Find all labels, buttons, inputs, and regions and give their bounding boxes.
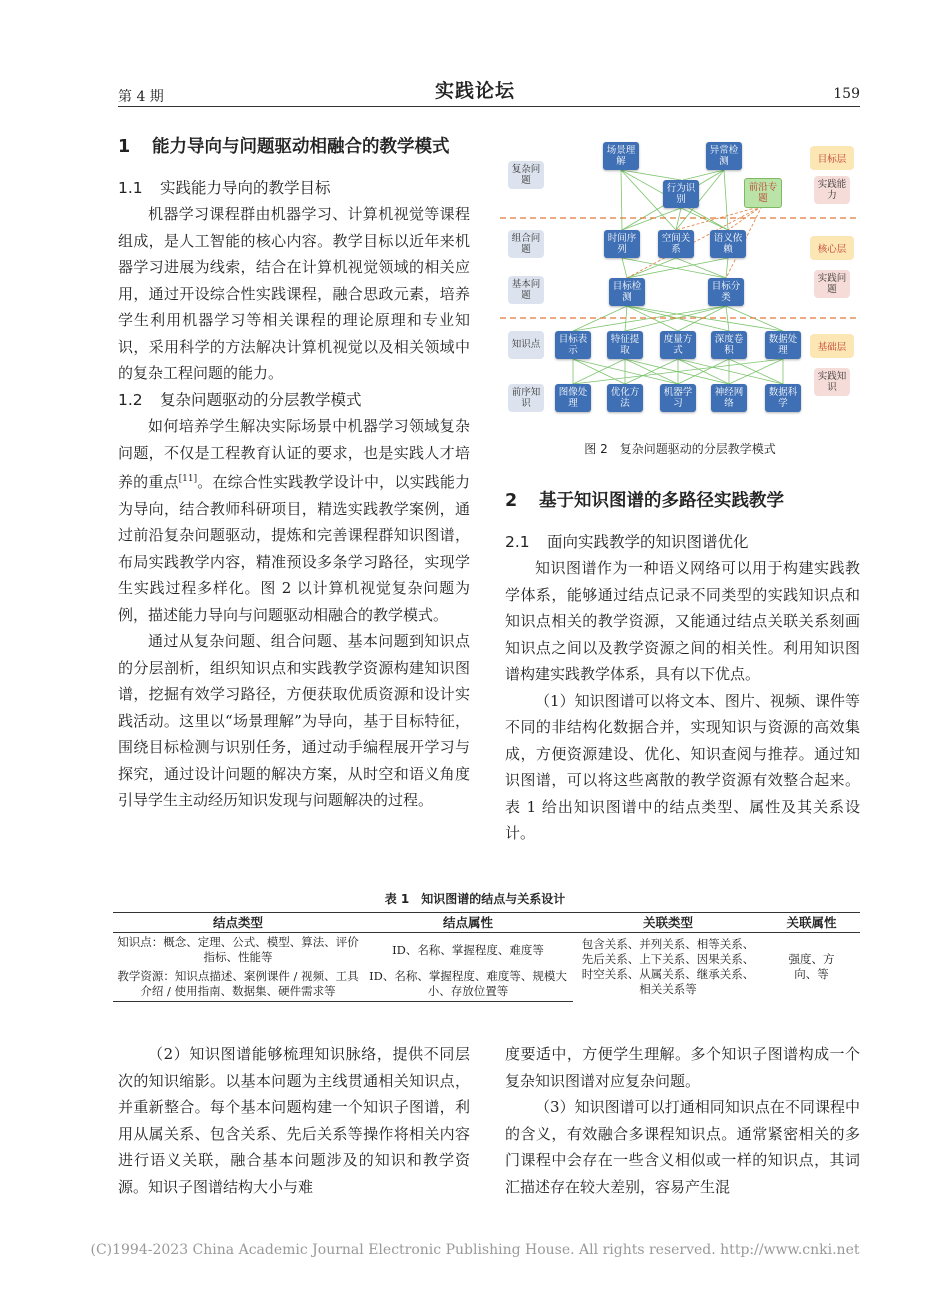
cell-resource-type: 教学资源：知识点描述、案例课件 / 视频、工具介绍 / 使用指南、数据集、硬件需求等 [113, 967, 363, 1002]
paragraph-2-1c-cont: 度要适中，方便学生理解。多个知识子图谱构成一个复杂知识图谱对应复杂问题。 [505, 1045, 860, 1090]
node-feature-extraction: 特征提取 [607, 331, 643, 359]
section-1-2-number: 1.2 [118, 390, 143, 409]
bottom-right-column [505, 1041, 860, 1200]
label-combo-problem: 组合问题 [508, 230, 544, 258]
section-2-title: 基于知识图谱的多路径实践教学 [539, 491, 784, 511]
tier-goal: 目标层 [810, 146, 854, 170]
label-basic-problem: 基本问题 [508, 276, 544, 304]
paragraph-1-2b: 通过从复杂问题、组合问题、基本问题到知识点的分层剖析，组织知识点和实践教学资源构建知识图谱，挖掘有效学习路径，方便获取优质资源和设计实践活动。这里以“场景理解”为导向，基于目标特征，围绕目标检测与识别任务，通过动手编程展开学习与探究，通过设计问题的解决方案，从时空和语义角度引导学生主动经历知识发现与问题解决的过程。 [118, 632, 470, 809]
section-1-1-heading [118, 175, 470, 202]
section-1-1-number: 1.1 [118, 178, 143, 197]
node-anomaly-detection: 异常检测 [706, 142, 742, 170]
paragraph-2-1b: （1）知识图谱可以将文本、图片、视频、课件等不同的非结构化数据合并，实现知识与资源的高效集成，方便资源建设、优化、知识查阅与推荐。通过知识图谱，可以将这些离散的教学资源有效整合起来。表 1 给出知识图谱中的结点类型、属性及其关系设计。 [505, 691, 860, 842]
table-1-title: 表 1 知识图谱的结点与关系设计 [384, 892, 566, 906]
figure-2-caption: 图 2 复杂问题驱动的分层教学模式 [584, 442, 776, 456]
node-image-processing: 图像处理 [555, 384, 591, 412]
right-column [505, 488, 860, 847]
section-1-2-heading [118, 387, 470, 414]
section-2-1-title: 面向实践教学的知识图谱优化 [547, 532, 749, 551]
node-object-detection: 目标检测 [609, 278, 645, 306]
node-object-classification: 目标分类 [708, 278, 744, 306]
figure-2 [500, 128, 860, 428]
th-relation-attr: 关联属性 [763, 913, 860, 933]
node-deep-convolution: 深度卷积 [711, 331, 747, 359]
cell-knowledge-type: 知识点：概念、定理、公式、模型、算法、评价指标、性能等 [117, 935, 359, 964]
section-title: 实践论坛 [434, 80, 515, 102]
label-practice-problem: 实践问题 [814, 270, 850, 298]
cell-resource-attr: ID、名称、掌握程度、难度等、规模大小、存放位置等 [363, 967, 573, 1002]
node-object-representation: 目标表示 [555, 331, 591, 359]
table-row [113, 933, 860, 968]
cell-relation-types: 包含关系、并列关系、相等关系、先后关系、上下关系、因果关系、时空关系、从属关系、继承关系、相关关系等 [581, 937, 755, 997]
section-1-title: 能力导向与问题驱动相融合的教学模式 [152, 137, 450, 157]
paragraph-1-2a-text: 如何培养学生解决实际场景中机器学习领域复杂问题，不仅是工程教育认证的要求，也是实践人才培养的重点 [118, 417, 470, 491]
node-optimization: 优化方法 [607, 384, 643, 412]
section-1-2-title: 复杂问题驱动的分层教学模式 [160, 390, 362, 409]
bottom-left-column [118, 1041, 470, 1200]
label-practice-knowledge: 实践知识 [814, 368, 850, 396]
section-2-1-number: 2.1 [505, 532, 530, 551]
node-spatial-relation: 空间关系 [658, 230, 694, 258]
label-practice-ability: 实践能力 [814, 176, 850, 204]
paragraph-1-2a [118, 413, 470, 628]
node-behavior-recognition: 行为识别 [663, 180, 699, 208]
copyright-footer: (C)1994-2023 China Academic Journal Electronic Publishing House. All rights reserved. http://www.cnki.net [90, 1242, 860, 1258]
citation-ref[interactable]: [11] [178, 474, 198, 484]
node-machine-learning: 机器学习 [660, 384, 696, 412]
header-rule [118, 106, 860, 107]
th-node-attr: 结点属性 [363, 913, 573, 933]
node-neural-network: 神经网络 [711, 384, 747, 412]
cell-relation-attrs: 强度、方向、等 [788, 952, 835, 982]
label-prior-knowledge: 前序知识 [508, 384, 544, 412]
label-knowledge-point: 知识点 [508, 331, 544, 359]
section-1-number: 1 [118, 137, 131, 157]
node-time-series: 时间序列 [604, 230, 640, 258]
paragraph-1-2a-cont: 。在综合性实践教学设计中，以实践能力为导向，结合教师科研项目，精选实践教学案例，通过前沿复杂问题驱动，提炼和完善课程群知识图谱，布局实践教学内容，精准预设多条学习路径，实现学生实践过程多样化。图 2 以计算机视觉复杂问题为例，描述能力导向与问题驱动相融合的教学模式。 [118, 473, 470, 624]
section-2-1-heading [505, 529, 860, 556]
th-relation-type: 关联类型 [573, 913, 763, 933]
label-complex-problem: 复杂问题 [508, 161, 544, 189]
cell-knowledge-attr: ID、名称、掌握程度、难度等 [392, 942, 544, 957]
table-1 [113, 912, 860, 1002]
section-2-number: 2 [505, 491, 518, 511]
section-1-1-title: 实践能力导向的教学目标 [160, 178, 331, 197]
paragraph-2-1a: 知识图谱作为一种语义网络可以用于构建实践教学体系，能够通过结点记录不同类型的实践知识点和知识点相关的教学资源，又能通过结点关联关系刻画知识点之间以及教学资源之间的相关性。利用知识图谱构建实践教学体系，具有以下优点。 [505, 559, 860, 683]
node-data-science: 数据科学 [765, 384, 801, 412]
journal-issue: 第 4 期 [118, 89, 164, 105]
left-column [118, 134, 470, 814]
paragraph-1-1: 机器学习课程群由机器学习、计算机视觉等课程组成，是人工智能的核心内容。教学目标以近年来机器学习进展为线索，结合在计算机视觉领域的相关应用，通过开设综合性实践课程，融合思政元素，培养学生利用机器学习等相关课程的理论原理和专业知识，采用科学的方法解决计算机视觉以及相关领域中的复杂工程问题的能力。 [118, 205, 470, 382]
tier-foundation: 基础层 [810, 334, 854, 358]
section-2-heading [505, 488, 860, 515]
node-data-processing: 数据处理 [765, 331, 801, 359]
page-number: 159 [833, 86, 860, 102]
section-1-heading [118, 134, 470, 161]
node-metric-method: 度量方式 [660, 331, 696, 359]
paragraph-2-1d: （3）知识图谱可以打通相同知识点在不同课程中的含义，有效融合多课程知识点。通常紧密相关的多门课程中会存在一些含义相似或一样的知识点，其词汇描述存在较大差别，容易产生混 [505, 1098, 860, 1196]
table-header-row [113, 913, 860, 933]
tier-core: 核心层 [810, 236, 854, 260]
paragraph-2-1c: （2）知识图谱能够梳理知识脉络，提供不同层次的知识缩影。以基本问题为主线贯通相关知识点，并重新整合。每个基本问题构建一个知识子图谱，利用从属关系、包含关系、先后关系等操作将相关内容进行语义关联，融合基本问题涉及的知识和教学资源。知识子图谱结构大小与难 [118, 1045, 470, 1196]
figure-connections [500, 128, 860, 428]
node-frontier-topic: 前沿专题 [744, 178, 782, 208]
th-node-type: 结点类型 [113, 913, 363, 933]
node-scene-understanding: 场景理解 [603, 142, 639, 170]
node-semantic-dependency: 语义依赖 [710, 230, 746, 258]
